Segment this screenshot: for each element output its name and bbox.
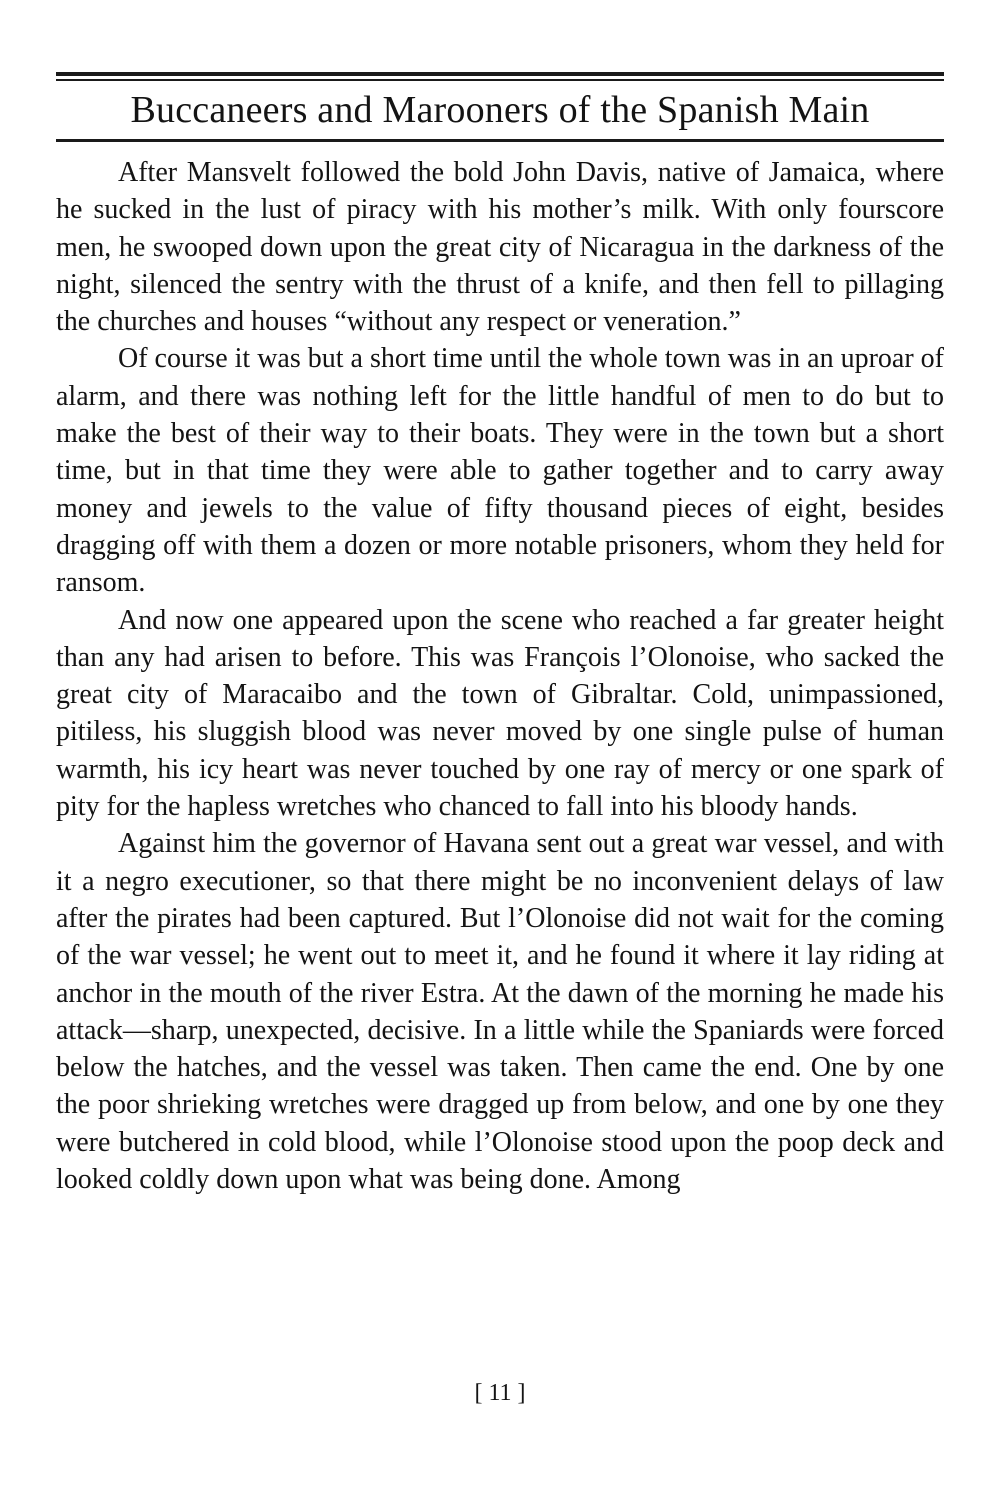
book-page [56,72,944,1198]
paragraph-2: Of course it was but a short time until the whole town was in an uproar of alarm, and there was nothing left for the little handful of men to do but to make the best of their way to their boats. They were in the town but a short time, but in that time they were able to gather together and to carry away money and jewels to the value of fifty thousand pieces of eight, besides dragging off with them a dozen or more notable prisoners, whom they held for ransom. [56,343,944,599]
running-title: Buccaneers and Marooners of the Spanish Main [130,89,870,131]
body-text [56,154,944,1198]
paragraph-4: Against him the governor of Havana sent out a great war vessel, and with it a negro executioner, so that there might be no inconvenient delays of law after the pirates had been captured. But l’Olonoise did not wait for the coming of the war vessel; he went out to meet it, and he found it where it lay riding at anchor in the mouth of the river Estra. At the dawn of the morning he made his attack—sharp, unexpected, decisive. In a little while the Spaniards were forced below the hatches, and the vessel was taken. Then came the end. One by one the poor shrieking wretches were dragged up from below, and one by one they were butchered in cold blood, while l’Olonoise stood upon the poop deck and looked coldly down upon what was being done. Among [56,828,944,1196]
page-number: [ 11 ] [474,1380,526,1406]
header-rule-thick [56,72,944,76]
paragraph-3: And now one appeared upon the scene who reached a far greater height than any had arisen to before. This was François l’Olonoise, who sacked the great city of Maracaibo and the town of Gibraltar. Cold, unimpassioned, pitiless, his sluggish blood was never moved by one single pulse of human warmth, his icy heart was never touched by one ray of mercy or one spark of pity for the hapless wretches who chanced to fall into his bloody hands. [56,604,944,823]
paragraph-1: After Mansvelt followed the bold John Davis, native of Jamaica, where he sucked in the lust of piracy with his mother’s milk. With only fourscore men, he swooped down upon the great city of Nicaragua in the darkness of the night, silenced the sentry with the thrust of a knife, and then fell to pillaging the churches and houses “without any respect or veneration.” [56,157,944,338]
header-rule-bottom [56,139,944,142]
header-rule-thin [56,79,944,81]
